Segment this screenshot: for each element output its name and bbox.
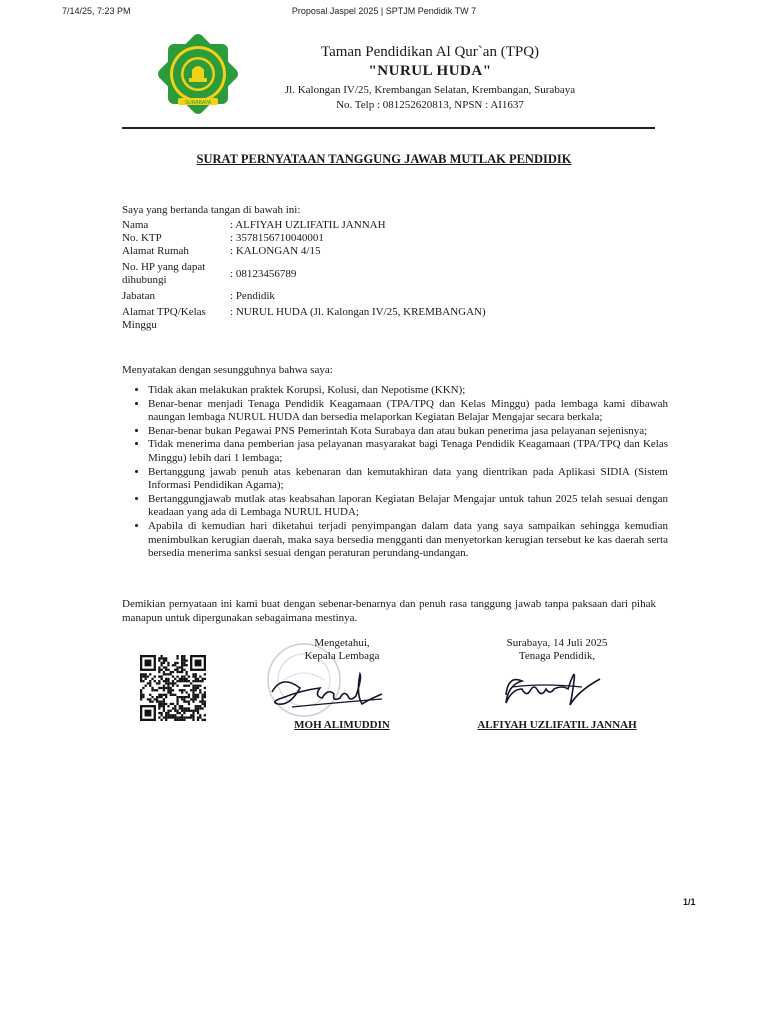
statement-item: • Benar-benar menjadi Tenaga Pendidik Keagamaan (TPA/TPQ dan Kelas Minggu) pada lembaga kami dibawah naungan lembaga NURUL HUDA dan bersedia melaporkan Kegiatan Belajar Mengajar secara berkala; [148,398,668,425]
identity-value: : ALFIYAH UZLIFATIL JANNAH [230,219,486,232]
letterhead-org: Taman Pendidikan Al Qur`an (TPQ) [320,44,540,60]
statement-item: • Bertanggung jawab penuh atas kebenaran dan kemutakhiran data yang dientrikan pada Aplikasi SIDIA (Sistem Informasi Pendidikan Agama); [148,466,668,493]
sig-left-line1: Mengetahui, [314,637,370,649]
statement-item: • Tidak menerima dana pemberian jasa pelayanan masyarakat bagi Tenaga Pendidik Keagamaan (TPA/TPQ dan Kelas Minggu) lebih dari 1 lembaga; [148,438,668,465]
print-title: Proposal Jaspel 2025 | SPTJM Pendidik TW 7 [291,6,477,16]
statement-intro: Menyatakan dengan sesungguhnya bahwa saya: [122,364,333,376]
identity-value: : 08123456789 [230,268,486,281]
sig-right-name: ALFIYAH UZLIFATIL JANNAH [477,719,637,731]
identity-row [122,290,486,303]
statement-item: • Benar-benar bukan Pegawai PNS Pemerintah Kota Surabaya dan atau bukan penerima jasa pelayanan sejenisnya; [148,425,668,439]
identity-label: Jabatan [122,290,155,302]
closing-text: Demikian pernyataan ini kami buat dengan sebenar-benarnya dan penuh rasa tanggung jawab tanpa paksaan dari pihak manapun untuk dipergunakan sebagaimana mestinya. [122,598,656,624]
identity-label: No. HP yang dapat dihubungi [122,261,206,286]
signature-left [262,667,402,717]
sig-left-name: MOH ALIMUDDIN [294,719,390,731]
statement-item: • Apabila di kemudian hari diketahui terjadi penyimpangan dalam data yang saya sampaikan sehingga kemudian menimbulkan kerugian daerah, maka saya bersedia mengganti dan menyetorkan kerugian tersebut ke kas daerah serta bersedia menerima sanksi sesuai dengan peraturan perundang-undangan. [148,520,668,561]
header-divider [122,127,655,129]
identity-table [122,219,486,332]
intro-text: Saya yang bertanda tangan di bawah ini: [122,204,301,216]
sig-right-line1: Surabaya, 14 Juli 2025 [506,637,608,649]
letterhead-name: "NURUL HUDA" [368,63,492,79]
identity-value: : NURUL HUDA (Jl. Kalongan IV/25, KREMBANGAN) [230,306,486,332]
identity-row [122,306,486,332]
statement-item: • Bertanggungjawab mutlak atas keabsahan laporan Kegiatan Belajar Mengajar untuk tahun 2025 telah sesuai dengan keadaan yang ada di Lembaga NURUL HUDA; [148,493,668,520]
identity-label: Nama [122,219,149,231]
identity-value: : 3578156710040001 [230,232,486,245]
identity-value: : Pendidik [230,290,486,303]
identity-row [122,261,486,287]
statement-item: • Tidak akan melakukan praktek Korupsi, Kolusi, dan Nepotisme (KKN); [148,384,668,398]
logo-text: SURABAYA [184,100,212,107]
identity-label: Alamat TPQ/Kelas Minggu [122,306,206,331]
identity-value: : KALONGAN 4/15 [230,245,486,258]
signature-block-right [462,637,652,731]
identity-label: Alamat Rumah [122,245,189,257]
sig-left-line2: Kepala Lembaga [304,650,380,662]
signature-block-left [262,637,422,731]
identity-label: No. KTP [122,232,162,244]
letterhead-address: Jl. Kalongan IV/25, Krembangan Selatan, Krembangan, Surabaya [284,84,576,96]
identity-row [122,219,486,232]
qr-code [138,655,208,721]
letterhead-contact: No. Telp : 081252620813, NPSN : AI1637 [336,99,524,111]
print-date: 7/14/25, 7:23 PM [62,6,131,16]
signature-right [486,665,626,717]
identity-row [122,232,486,245]
page-number: 1/1 [683,897,696,907]
identity-row [122,245,486,258]
statement-list [124,384,668,561]
sig-right-line2: Tenaga Pendidik, [518,650,596,662]
document-title: SURAT PERNYATAAN TANGGUNG JAWAB MUTLAK PENDIDIK [196,152,572,166]
